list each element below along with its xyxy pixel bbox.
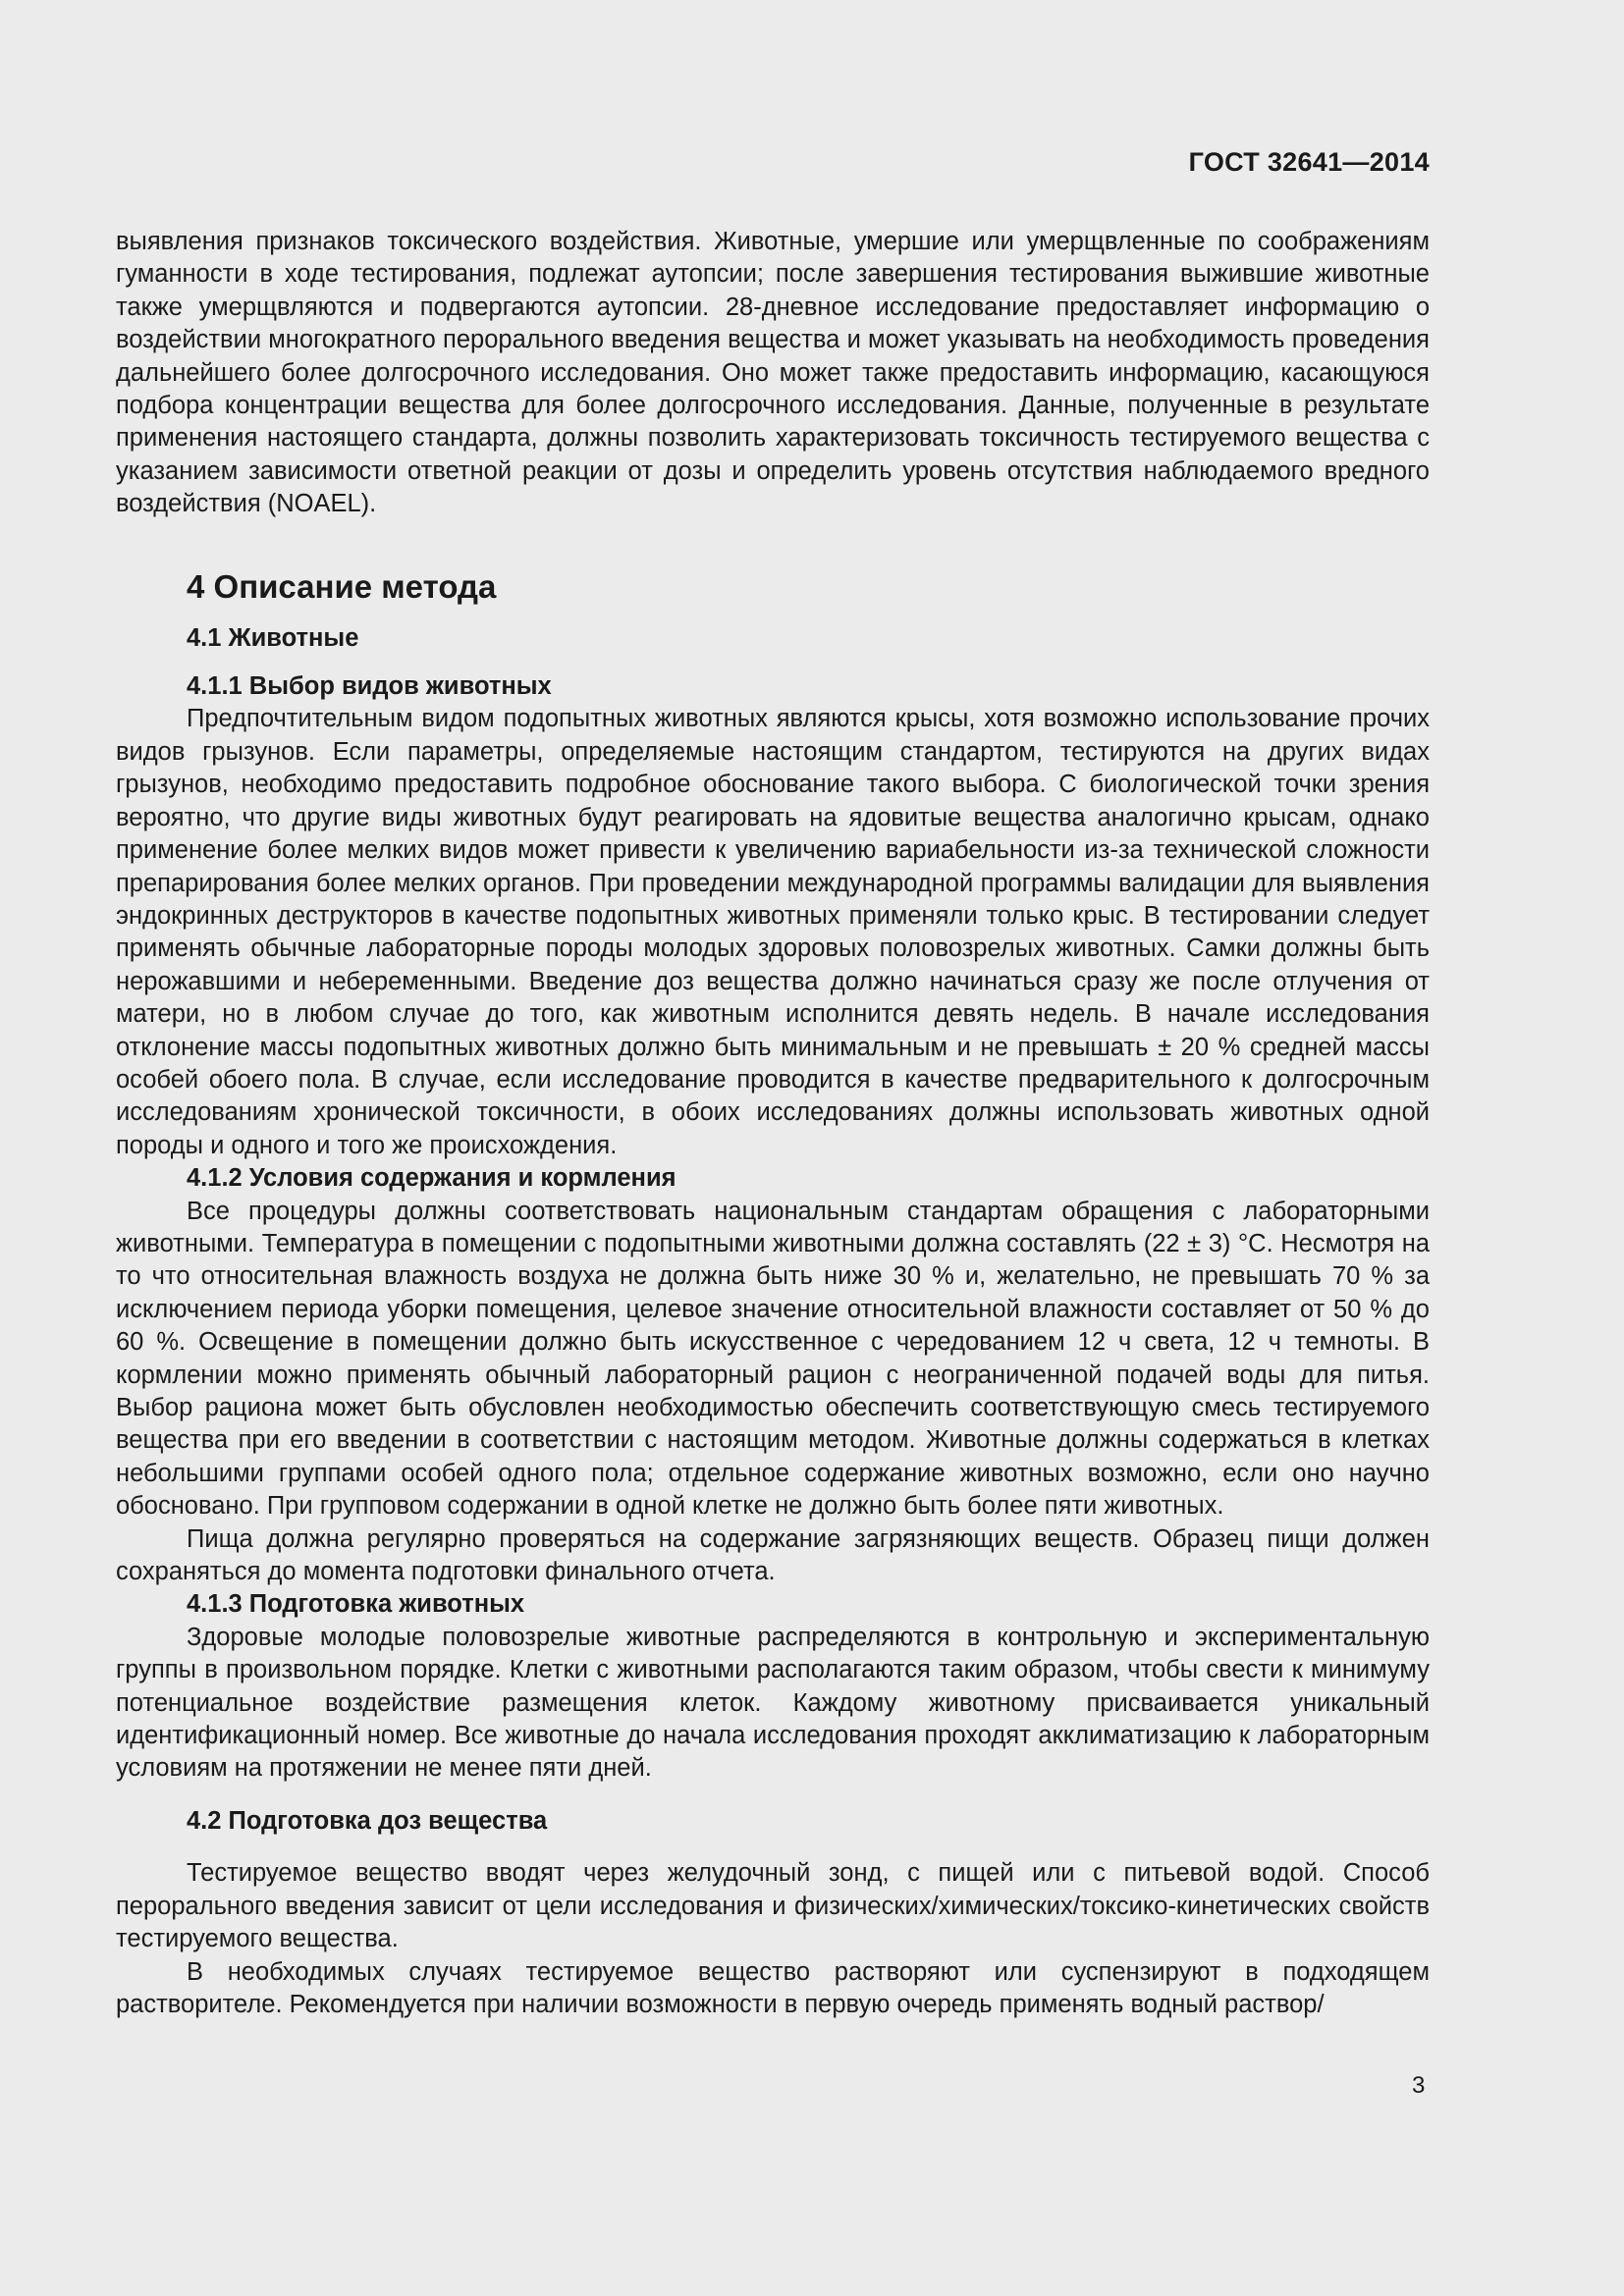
section-4-1-3-heading: 4.1.3 Подготовка животных: [187, 1590, 525, 1619]
section-4-1-2-paragraph-1: Все процедуры должны соответствовать национальным стандартам обращения с лабораторными животными. Температура в помещении с подопытными животными должна составлять (22 ± 3) °С. Несмотря на то что относительная влажность воздуха не должна быть ниже 30 % и, желательно, не превышать 70 % за исключением периода уборки помещения, целевое значение относительной влажности составляет от 50 % до 60 %. Освещение в помещении должно быть искусственное с чередованием 12 ч света, 12 ч темноты. В кормлении можно применять обычный лабораторный рацион с неограниченной подачей воды для питья. Выбор рациона может быть обусловлен необходимостью обеспечить соответствующую смесь тестируемого вещества при его введении в соответствии с настоящим методом. Животные должны содержаться в клетках небольшими группами особей одного пола; отдельное содержание животных возможно, если оно научно обосновано. При групповом содержании в одной клетке не должно быть более пяти животных.: [116, 1197, 1430, 1521]
intro-paragraph: выявления признаков токсического воздействия. Животные, умершие или умерщвленные по соображениям гуманности в ходе тестирования, подлежат аутопсии; после завершения тестирования выжившие животные также умерщвляются и подвергаются аутопсии. 28-дневное исследование предоставляет информацию о воздействии многократного перорального введения вещества и может указывать на необходимость проведения дальнейшего более долгосрочного исследования. Оно может также предоставить информацию, касающуюся подбора концентрации вещества для более долгосрочного исследования. Данные, полученные в результате применения настоящего стандарта, должны позволить характеризовать токсичность тестируемого вещества с указанием зависимости ответной реакции от дозы и определить уровень отсутствия наблюдаемого вредного воздействия (NOAEL).: [116, 228, 1430, 518]
section-4-2-paragraph-2: В необходимых случаях тестируемое вещество растворяют или суспензируют в подходящем растворителе. Рекомендуется при наличии возможности в первую очередь применять водный раствор/: [116, 1957, 1430, 2018]
section-4-1-1-heading: 4.1.1 Выбор видов животных: [187, 672, 552, 701]
section-4-2-heading: 4.2 Подготовка доз вещества: [187, 1806, 548, 1835]
document-header: ГОСТ 32641—2014: [1188, 147, 1430, 177]
section-4-heading: 4 Описание метода: [187, 567, 497, 605]
section-4-1-3-paragraph: Здоровые молодые половозрелые животные распределяются в контрольную и экспериментальную группы в произвольном порядке. Клетки с животными располагаются таким образом, чтобы свести к минимуму потенциальное воздействие размещения клеток. Каждому животному присваивается уникальный идентификационный номер. Все животные до начала исследования проходят акклиматизацию к лабораторным условиям на протяжении не менее пяти дней.: [116, 1623, 1430, 1783]
document-body: [116, 226, 1430, 2021]
section-4-1-heading: 4.1 Животные: [187, 623, 359, 652]
section-4-1-2-heading: 4.1.2 Условия содержания и кормления: [187, 1164, 677, 1193]
page-number: 3: [1412, 2072, 1426, 2099]
section-4-2-paragraph-1: Тестируемое вещество вводят через желудочный зонд, с пищей или с питьевой водой. Способ перорального введения зависит от цели исследования и физических/химических/токсико-кинетических свойств тестируемого вещества.: [116, 1859, 1430, 1953]
section-4-1-2-paragraph-2: Пища должна регулярно проверяться на содержание загрязняющих веществ. Образец пищи должен сохраняться до момента подготовки финального отчета.: [116, 1524, 1430, 1586]
section-4-1-1-paragraph: Предпочтительным видом подопытных животных являются крысы, хотя возможно использование прочих видов грызунов. Если параметры, определяемые настоящим стандартом, тестируются на других видах грызунов, необходимо предоставить подробное обоснование такого выбора. С биологической точки зрения вероятно, что другие виды животных будут реагировать на ядовитые вещества аналогично крысам, однако применение более мелких видов может привести к увеличению вариабельности из-за технической сложности препарирования более мелких органов. При проведении международной программы валидации для выявления эндокринных деструкторов в качестве подопытных животных применяли только крыс. В тестировании следует применять обычные лабораторные породы молодых здоровых половозрелых животных. Самки должны быть нерожавшими и небеременными. Введение доз вещества должно начинаться сразу же после отлучения от матери, но в любом случае до того, как животным исполнится девять недель. В начале исследования отклонение массы подопытных животных должно быть минимальным и не превышать ± 20 % средней массы особей обоего пола. В случае, если исследование проводится в качестве предварительного к долгосрочным исследованиям хронической токсичности, в обоих исследованиях должны использовать животных одной породы и одного и того же происхождения.: [116, 705, 1430, 1159]
